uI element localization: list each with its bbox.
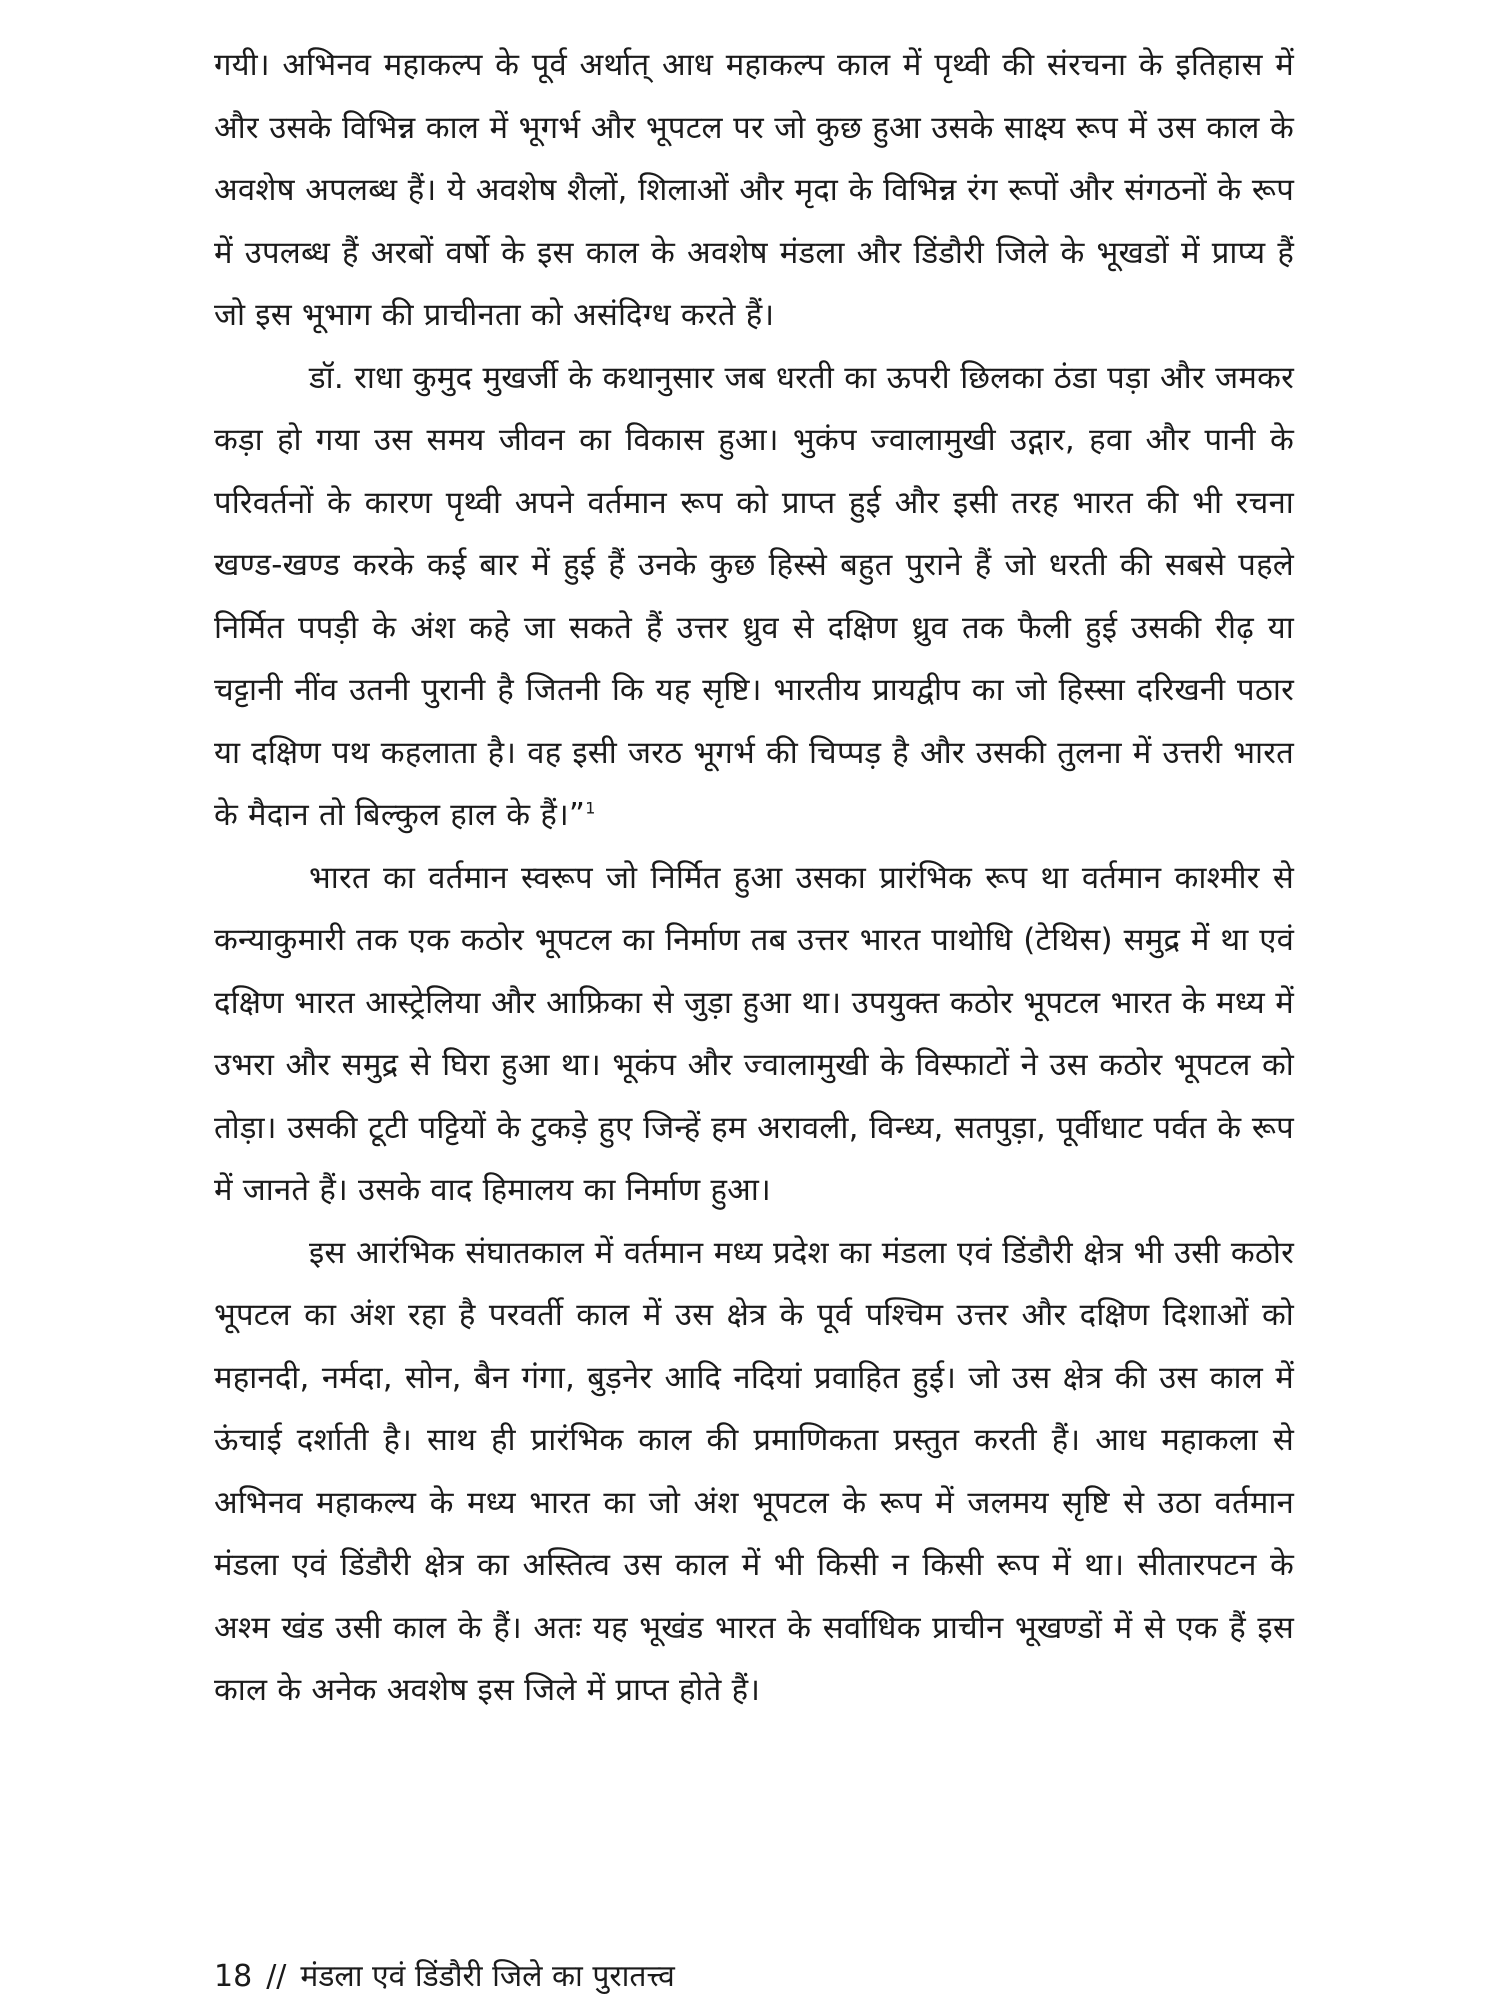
paragraph-3: भारत का वर्तमान स्वरूप जो निर्मित हुआ उसका प्रारंभिक रूप था वर्तमान काश्मीर से कन्याकुमारी तक एक कठोर भूपटल का निर्माण तब उत्तर भारत पाथोधि (टेथिस) समुद्र में था एवं दक्षिण भारत आस्ट्रेलिया और आफ्रिका से जुड़ा हुआ था। उपयुक्त कठोर भूपटल भारत के मध्य में उभरा और समुद्र से घिरा हुआ था। भूकंप और ज्वालामुखी के विस्फाटों ने उस कठोर भूपटल को तोड़ा। उसकी टूटी पट्टियों के टुकड़े हुए जिन्हें हम अरावली, विन्ध्य, सतपुड़ा, पूर्वीधाट पर्वत के रूप में जानते हैं। उसके वाद हिमालय का निर्माण हुआ। [214, 859, 1294, 1208]
footnote-marker: 1 [585, 798, 596, 818]
book-title: मंडला एवं डिंडौरी जिले का पुरातत्त्व [300, 1959, 675, 1994]
paragraph-1: गयी। अभिनव महाकल्प के पूर्व अर्थात् आध महाकल्प काल में पृथ्वी की संरचना के इतिहास में और उसके विभिन्न काल में भूगर्भ और भूपटल पर जो कुछ हुआ उसके साक्ष्य रूप में उस काल के अवशेष अपलब्ध हैं। ये अवशेष शैलों, शिलाओं और मृदा के विभिन्न रंग रूपों और संगठनों के रूप में उपलब्ध हैं अरबों वर्षो के इस काल के अवशेष मंडला और डिंडौरी जिले के भूखडों में प्राप्य हैं जो इस भूभाग की प्राचीनता को असंदिग्ध करते हैं। [214, 47, 1294, 333]
page-number: 18 [214, 1959, 253, 1994]
footer-separator: // [266, 1959, 287, 1994]
paragraph-2-text: डॉ. राधा कुमुद मुखर्जी के कथानुसार जब धरती का ऊपरी छिलका ठंडा पड़ा और जमकर कड़ा हो गया उस समय जीवन का विकास हुआ। भुकंप ज्वालामुखी उद्गार, हवा और पानी के परिवर्तनों के कारण पृथ्वी अपने वर्तमान रूप को प्राप्त हुई और इसी तरह भारत की भी रचना खण्ड-खण्ड करके कई बार में हुई हैं उनके कुछ हिस्से बहुत पुराने हैं जो धरती की सबसे पहले निर्मित पपड़ी के अंश कहे जा सकते हैं उत्तर ध्रुव से दक्षिण ध्रुव तक फैली हुई उसकी रीढ़ या चट्टानी नींव उतनी पुरानी है जितनी कि यह सृष्टि। भारतीय प्रायद्वीप का जो हिस्सा दरिखनी पठार या दक्षिण पथ कहलाता है। वह इसी जरठ भूगर्भ की चिप्पड़ है और उसकी तुलना में उत्तरी भारत के मैदान तो बिल्कुल हाल के हैं।” [214, 359, 1294, 833]
paragraph-4: इस आरंभिक संघातकाल में वर्तमान मध्य प्रदेश का मंडला एवं डिंडौरी क्षेत्र भी उसी कठोर भूपटल का अंश रहा है परवर्ती काल में उस क्षेत्र के पूर्व पश्चिम उत्तर और दक्षिण दिशाओं को महानदी, नर्मदा, सोन, बैन गंगा, बुड़नेर आदि नदियां प्रवाहित हुई। जो उस क्षेत्र की उस काल में ऊंचाई दर्शाती है। साथ ही प्रारंभिक काल की प्रमाणिकता प्रस्तुत करती हैं। आध महाकला से अभिनव महाकल्य के मध्य भारत का जो अंश भूपटल के रूप में जलमय सृष्टि से उठा वर्तमान मंडला एवं डिंडौरी क्षेत्र का अस्तित्व उस काल में भी किसी न किसी रूप में था। सीतारपटन के अश्म खंड उसी काल के हैं। अतः यह भूखंड भारत के सर्वाधिक प्राचीन भूखण्डों में से एक हैं इस काल के अनेक अवशेष इस जिले में प्राप्त होते हैं। [214, 1234, 1294, 1708]
page-footer [214, 1960, 689, 1994]
page-body [214, 34, 1294, 1722]
paragraph-2 [214, 347, 1294, 847]
